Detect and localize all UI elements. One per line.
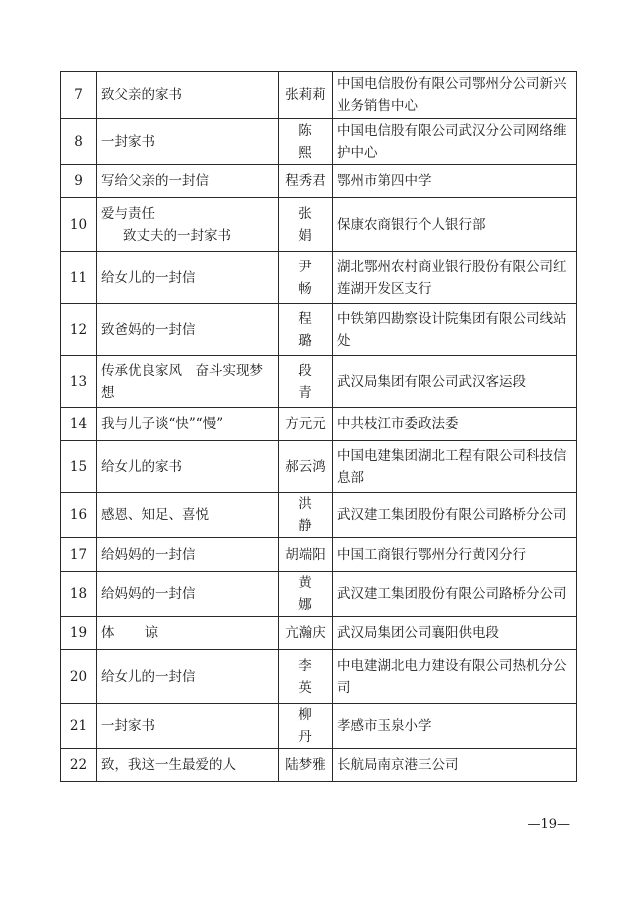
entry-title: 写给父亲的一封信 (97, 165, 279, 198)
entry-organization: 中国电信股有限公司武汉分公司网络维护中心 (333, 119, 577, 165)
entry-title: 我与儿子谈“快”“慢” (97, 408, 279, 441)
entry-title: 传承优良家风 奋斗实现梦想 (97, 356, 279, 408)
row-number: 8 (61, 119, 97, 165)
entry-organization: 鄂州市第四中学 (333, 165, 577, 198)
row-number: 19 (61, 617, 97, 650)
entry-organization: 武汉建工集团股份有限公司路桥分公司 (333, 572, 577, 617)
award-list-table (60, 71, 577, 782)
entry-author: 黄娜 (279, 572, 333, 617)
entry-title: 给女儿的家书 (97, 441, 279, 493)
entry-organization: 武汉建工集团股份有限公司路桥分公司 (333, 493, 577, 538)
row-number: 21 (61, 704, 97, 749)
entry-author: 尹畅 (279, 252, 333, 304)
row-number: 12 (61, 304, 97, 356)
table-row (61, 704, 577, 749)
table-row (61, 72, 577, 119)
entry-organization: 中国电信股份有限公司鄂州分公司新兴业务销售中心 (333, 72, 577, 119)
entry-author: 亢瀚庆 (279, 617, 333, 650)
entry-organization: 湖北鄂州农村商业银行股份有限公司红莲湖开发区支行 (333, 252, 577, 304)
entry-organization: 长航局南京港三公司 (333, 749, 577, 782)
table-row (61, 119, 577, 165)
entry-organization: 保康农商银行个人银行部 (333, 198, 577, 252)
entry-author: 段青 (279, 356, 333, 408)
table-row (61, 198, 577, 252)
table-row (61, 749, 577, 782)
row-number: 10 (61, 198, 97, 252)
entry-title (97, 617, 279, 650)
table-row (61, 165, 577, 198)
entry-title: 致父亲的家书 (97, 72, 279, 119)
row-number: 7 (61, 72, 97, 119)
page-number: —19— (527, 817, 570, 832)
entry-author: 程秀君 (279, 165, 333, 198)
row-number: 17 (61, 538, 97, 572)
entry-author: 李英 (279, 650, 333, 704)
entry-author: 柳丹 (279, 704, 333, 749)
row-number: 16 (61, 493, 97, 538)
entry-organization: 武汉局集团有限公司武汉客运段 (333, 356, 577, 408)
entry-author: 张莉莉 (279, 72, 333, 119)
entry-title (97, 198, 279, 252)
entry-author: 洪静 (279, 493, 333, 538)
entry-organization: 武汉局集团公司襄阳供电段 (333, 617, 577, 650)
entry-title-line: 致丈夫的一封家书 (123, 227, 231, 244)
entry-author: 张娟 (279, 198, 333, 252)
table-row (61, 356, 577, 408)
entry-title: 给女儿的一封信 (97, 650, 279, 704)
entry-author: 陆梦雅 (279, 749, 333, 782)
entry-title-line: 爱与责任 (101, 205, 155, 222)
entry-title: 给妈妈的一封信 (97, 572, 279, 617)
row-number: 14 (61, 408, 97, 441)
entry-title: 致爸妈的一封信 (97, 304, 279, 356)
table-row (61, 304, 577, 356)
entry-title: 给女儿的一封信 (97, 252, 279, 304)
entry-title-text: 体谅 (101, 625, 188, 641)
table-row (61, 538, 577, 572)
entry-author: 方元元 (279, 408, 333, 441)
table-row (61, 441, 577, 493)
entry-organization: 中共枝江市委政法委 (333, 408, 577, 441)
row-number: 13 (61, 356, 97, 408)
row-number: 20 (61, 650, 97, 704)
row-number: 9 (61, 165, 97, 198)
row-number: 18 (61, 572, 97, 617)
table-row (61, 572, 577, 617)
entry-title: 感恩、知足、喜悦 (97, 493, 279, 538)
row-number: 11 (61, 252, 97, 304)
entry-author: 胡端阳 (279, 538, 333, 572)
entry-title: 给妈妈的一封信 (97, 538, 279, 572)
row-number: 15 (61, 441, 97, 493)
entry-organization: 中铁第四勘察设计院集团有限公司线站处 (333, 304, 577, 356)
entry-organization: 中国电建集团湖北工程有限公司科技信息部 (333, 441, 577, 493)
entry-organization: 孝感市玉泉小学 (333, 704, 577, 749)
entry-title: 致，我这一生最爱的人 (97, 749, 279, 782)
entry-organization: 中电建湖北电力建设有限公司热机分公司 (333, 650, 577, 704)
table-row (61, 408, 577, 441)
entry-author: 郝云鸿 (279, 441, 333, 493)
table-row (61, 252, 577, 304)
entry-organization: 中国工商银行鄂州分行黄冈分行 (333, 538, 577, 572)
entry-author: 陈熙 (279, 119, 333, 165)
row-number: 22 (61, 749, 97, 782)
entry-title: 一封家书 (97, 119, 279, 165)
entry-title: 一封家书 (97, 704, 279, 749)
entry-author: 程璐 (279, 304, 333, 356)
table-row (61, 650, 577, 704)
table-row (61, 617, 577, 650)
table-row (61, 493, 577, 538)
